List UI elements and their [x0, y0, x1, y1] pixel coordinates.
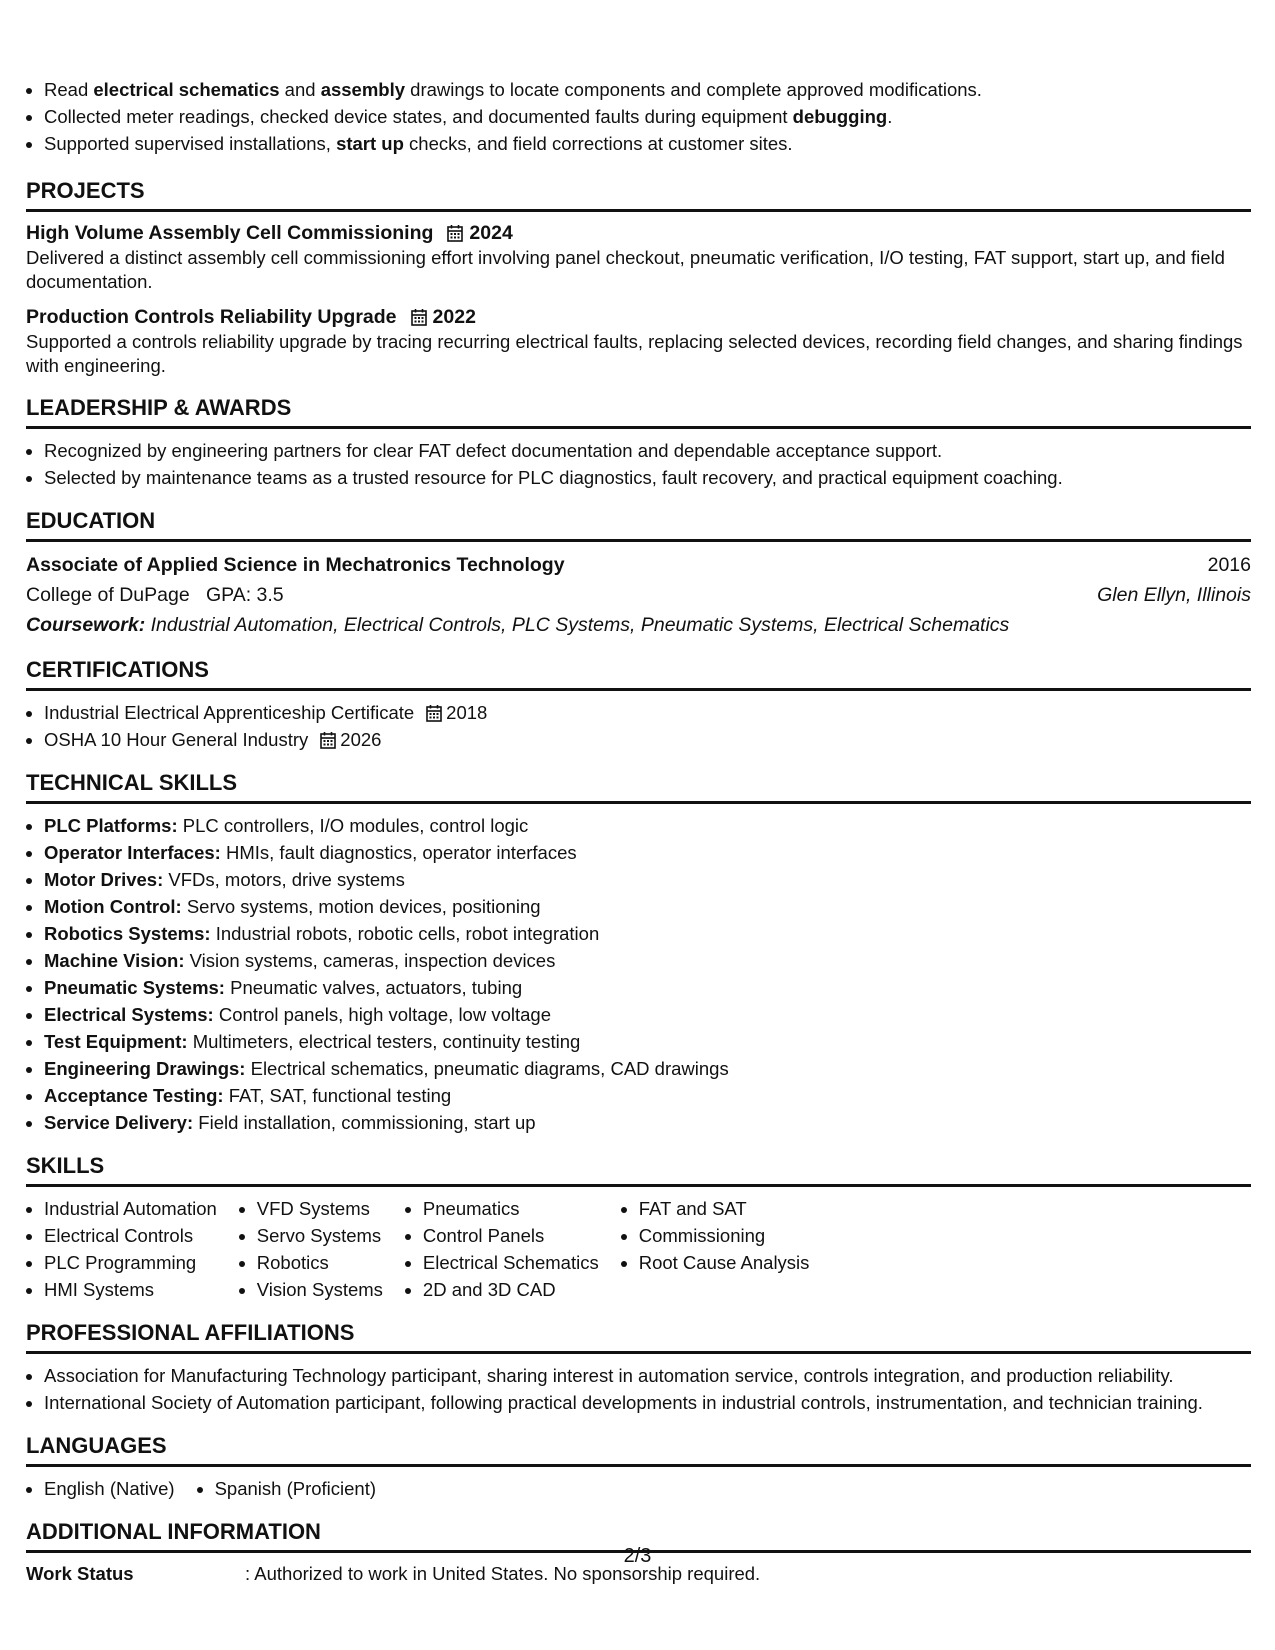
skill-category: PLC Platforms: — [44, 815, 178, 836]
skill-values: Vision systems, cameras, inspection devices — [189, 950, 556, 971]
experience-bullet — [44, 103, 1251, 130]
project-item — [26, 304, 1251, 378]
skill-category: Machine Vision: — [44, 950, 185, 971]
bullet-text: Collected meter readings, checked device states, and documented faults during equipment — [44, 106, 793, 127]
skills-column — [405, 1195, 599, 1303]
project-year: 2024 — [469, 222, 513, 244]
skill-category: Pneumatic Systems: — [44, 977, 225, 998]
technical-skill-item — [44, 947, 1251, 974]
gpa: GPA: 3.5 — [205, 584, 284, 606]
technical-skill-item — [44, 893, 1251, 920]
technical-skill-item — [44, 1001, 1251, 1028]
calendar-icon — [447, 224, 463, 242]
section-heading: PROJECTS — [26, 177, 1251, 212]
bullet-text: drawings to locate components and complete approved modifications. — [405, 79, 982, 100]
skill-item: • Control Panels — [423, 1222, 599, 1249]
work-status-label: Work Status — [26, 1563, 134, 1584]
skill-item: • Root Cause Analysis — [639, 1249, 810, 1276]
language-item: • English (Native) — [44, 1475, 175, 1502]
section-heading: ADDITIONAL INFORMATION — [26, 1518, 1251, 1553]
experience-bullet-list — [26, 76, 1251, 157]
technical-skill-item — [44, 920, 1251, 947]
certification-year: 2026 — [340, 729, 382, 750]
skill-category: Motion Control: — [44, 896, 182, 917]
skill-item: • Vision Systems — [257, 1276, 383, 1303]
skill-values: Control panels, high voltage, low voltage — [218, 1004, 552, 1025]
skill-values: VFDs, motors, drive systems — [168, 869, 405, 890]
skills-columns — [26, 1195, 1251, 1303]
list-item: • Selected by maintenance teams as a trusted resource for PLC diagnostics, fault recovery, and practical equipment coaching. — [44, 464, 1251, 491]
skill-item: • Robotics — [257, 1249, 383, 1276]
technical-skills-list — [26, 812, 1251, 1136]
skill-values: FAT, SAT, functional testing — [228, 1085, 452, 1106]
skill-values: Electrical schematics, pneumatic diagrams, CAD drawings — [250, 1058, 729, 1079]
certification-year: 2018 — [446, 702, 488, 723]
bullet-text: Read — [44, 79, 94, 100]
project-title: Production Controls Reliability Upgrade — [26, 306, 397, 328]
bullet-text: and — [279, 79, 321, 100]
technical-skills-section — [26, 769, 1251, 1136]
skill-item: • 2D and 3D CAD — [423, 1276, 599, 1303]
skill-category: Engineering Drawings: — [44, 1058, 246, 1079]
technical-skill-item — [44, 866, 1251, 893]
project-description: Supported a controls reliability upgrade by tracing recurring electrical faults, replacing selected devices, recording field changes, and sharing findings with engineering. — [26, 331, 1243, 376]
skill-category: Acceptance Testing: — [44, 1085, 224, 1106]
bullet-text: . — [887, 106, 893, 127]
technical-skill-item — [44, 1028, 1251, 1055]
skill-category: Operator Interfaces: — [44, 842, 221, 863]
page-number: 2/3 — [623, 1545, 652, 1567]
section-heading: PROFESSIONAL AFFILIATIONS — [26, 1319, 1251, 1354]
coursework-list: Industrial Automation, Electrical Controls, PLC Systems, Pneumatic Systems, Electrical Schematics — [150, 614, 1010, 636]
skill-values: PLC controllers, I/O modules, control logic — [182, 815, 529, 836]
section-heading: TECHNICAL SKILLS — [26, 769, 1251, 804]
skills-column — [621, 1195, 810, 1303]
skill-category: Test Equipment: — [44, 1031, 188, 1052]
experience-bullet — [44, 76, 1251, 103]
skill-item: • Electrical Schematics — [423, 1249, 599, 1276]
bold-keyword: electrical schematics — [93, 79, 280, 100]
skill-item: • Electrical Controls — [44, 1222, 217, 1249]
project-description: Delivered a distinct assembly cell commissioning effort involving panel checkout, pneumatic verification, I/O testing, FAT support, start up, and field documentation. — [26, 247, 1225, 292]
skill-item: • Servo Systems — [257, 1222, 383, 1249]
language-item: • Spanish (Proficient) — [215, 1475, 376, 1502]
list-item: • Association for Manufacturing Technology participant, sharing interest in automation service, controls integration, and production reliability. — [44, 1362, 1251, 1389]
experience-bullet — [44, 130, 1251, 157]
skill-values: Industrial robots, robotic cells, robot integration — [215, 923, 600, 944]
languages-section — [26, 1432, 1251, 1502]
skill-item: • Commissioning — [639, 1222, 810, 1249]
bold-keyword: assembly — [320, 79, 406, 100]
skills-section — [26, 1152, 1251, 1303]
list-item: • International Society of Automation participant, following practical developments in industrial controls, instrumentation, and technician training. — [44, 1389, 1251, 1416]
certification-name: • Industrial Electrical Apprenticeship Certificate — [44, 702, 415, 723]
section-heading: CERTIFICATIONS — [26, 656, 1251, 691]
school-name: College of DuPage — [26, 584, 190, 606]
work-status-value: : Authorized to work in United States. No sponsorship required. — [245, 1563, 761, 1584]
skills-column — [26, 1195, 217, 1303]
project-year: 2022 — [432, 306, 476, 328]
skill-values: Multimeters, electrical testers, continuity testing — [192, 1031, 581, 1052]
certification-name: • OSHA 10 Hour General Industry — [44, 729, 309, 750]
education-section — [26, 507, 1251, 640]
resume-page — [26, 76, 1251, 1587]
section-heading: LEADERSHIP & AWARDS — [26, 394, 1251, 429]
bold-keyword: debugging — [792, 106, 888, 127]
skill-item: • HMI Systems — [44, 1276, 217, 1303]
skill-item: • Pneumatics — [423, 1195, 599, 1222]
skill-category: Motor Drives: — [44, 869, 164, 890]
calendar-icon — [320, 731, 336, 749]
technical-skill-item — [44, 839, 1251, 866]
skills-column — [239, 1195, 383, 1303]
skill-category: Service Delivery: — [44, 1112, 194, 1133]
affiliations-section — [26, 1319, 1251, 1416]
technical-skill-item — [44, 1082, 1251, 1109]
project-title: High Volume Assembly Cell Commissioning — [26, 222, 434, 244]
skill-values: Servo systems, motion devices, positioning — [186, 896, 541, 917]
calendar-icon — [411, 308, 427, 326]
certification-item — [44, 726, 1251, 753]
leadership-section — [26, 394, 1251, 491]
technical-skill-item — [44, 1109, 1251, 1136]
calendar-icon — [426, 704, 442, 722]
section-heading: SKILLS — [26, 1152, 1251, 1187]
skill-item: • PLC Programming — [44, 1249, 217, 1276]
skill-item: • FAT and SAT — [639, 1195, 810, 1222]
skill-item: • Industrial Automation — [44, 1195, 217, 1222]
certifications-section — [26, 656, 1251, 753]
project-item — [26, 220, 1251, 294]
section-heading: EDUCATION — [26, 507, 1251, 542]
bullet-text: Supported supervised installations, — [44, 133, 337, 154]
technical-skill-item — [44, 812, 1251, 839]
skill-item: • VFD Systems — [257, 1195, 383, 1222]
certification-item — [44, 699, 1251, 726]
graduation-year: 2016 — [1207, 554, 1251, 576]
bold-keyword: start up — [336, 133, 404, 154]
skill-category: Robotics Systems: — [44, 923, 211, 944]
degree-title: Associate of Applied Science in Mechatronics Technology — [26, 554, 565, 576]
section-heading: LANGUAGES — [26, 1432, 1251, 1467]
technical-skill-item — [44, 1055, 1251, 1082]
skill-category: Electrical Systems: — [44, 1004, 214, 1025]
coursework-label: Coursework: — [26, 614, 146, 636]
bullet-text: checks, and field corrections at customer sites. — [403, 133, 793, 154]
school-location: Glen Ellyn, Illinois — [1097, 584, 1251, 606]
skill-values: Field installation, commissioning, start up — [198, 1112, 536, 1133]
projects-section — [26, 177, 1251, 378]
list-item: • Recognized by engineering partners for clear FAT defect documentation and dependable acceptance support. — [44, 437, 1251, 464]
skill-values: HMIs, fault diagnostics, operator interfaces — [225, 842, 577, 863]
technical-skill-item — [44, 974, 1251, 1001]
skill-values: Pneumatic valves, actuators, tubing — [230, 977, 523, 998]
